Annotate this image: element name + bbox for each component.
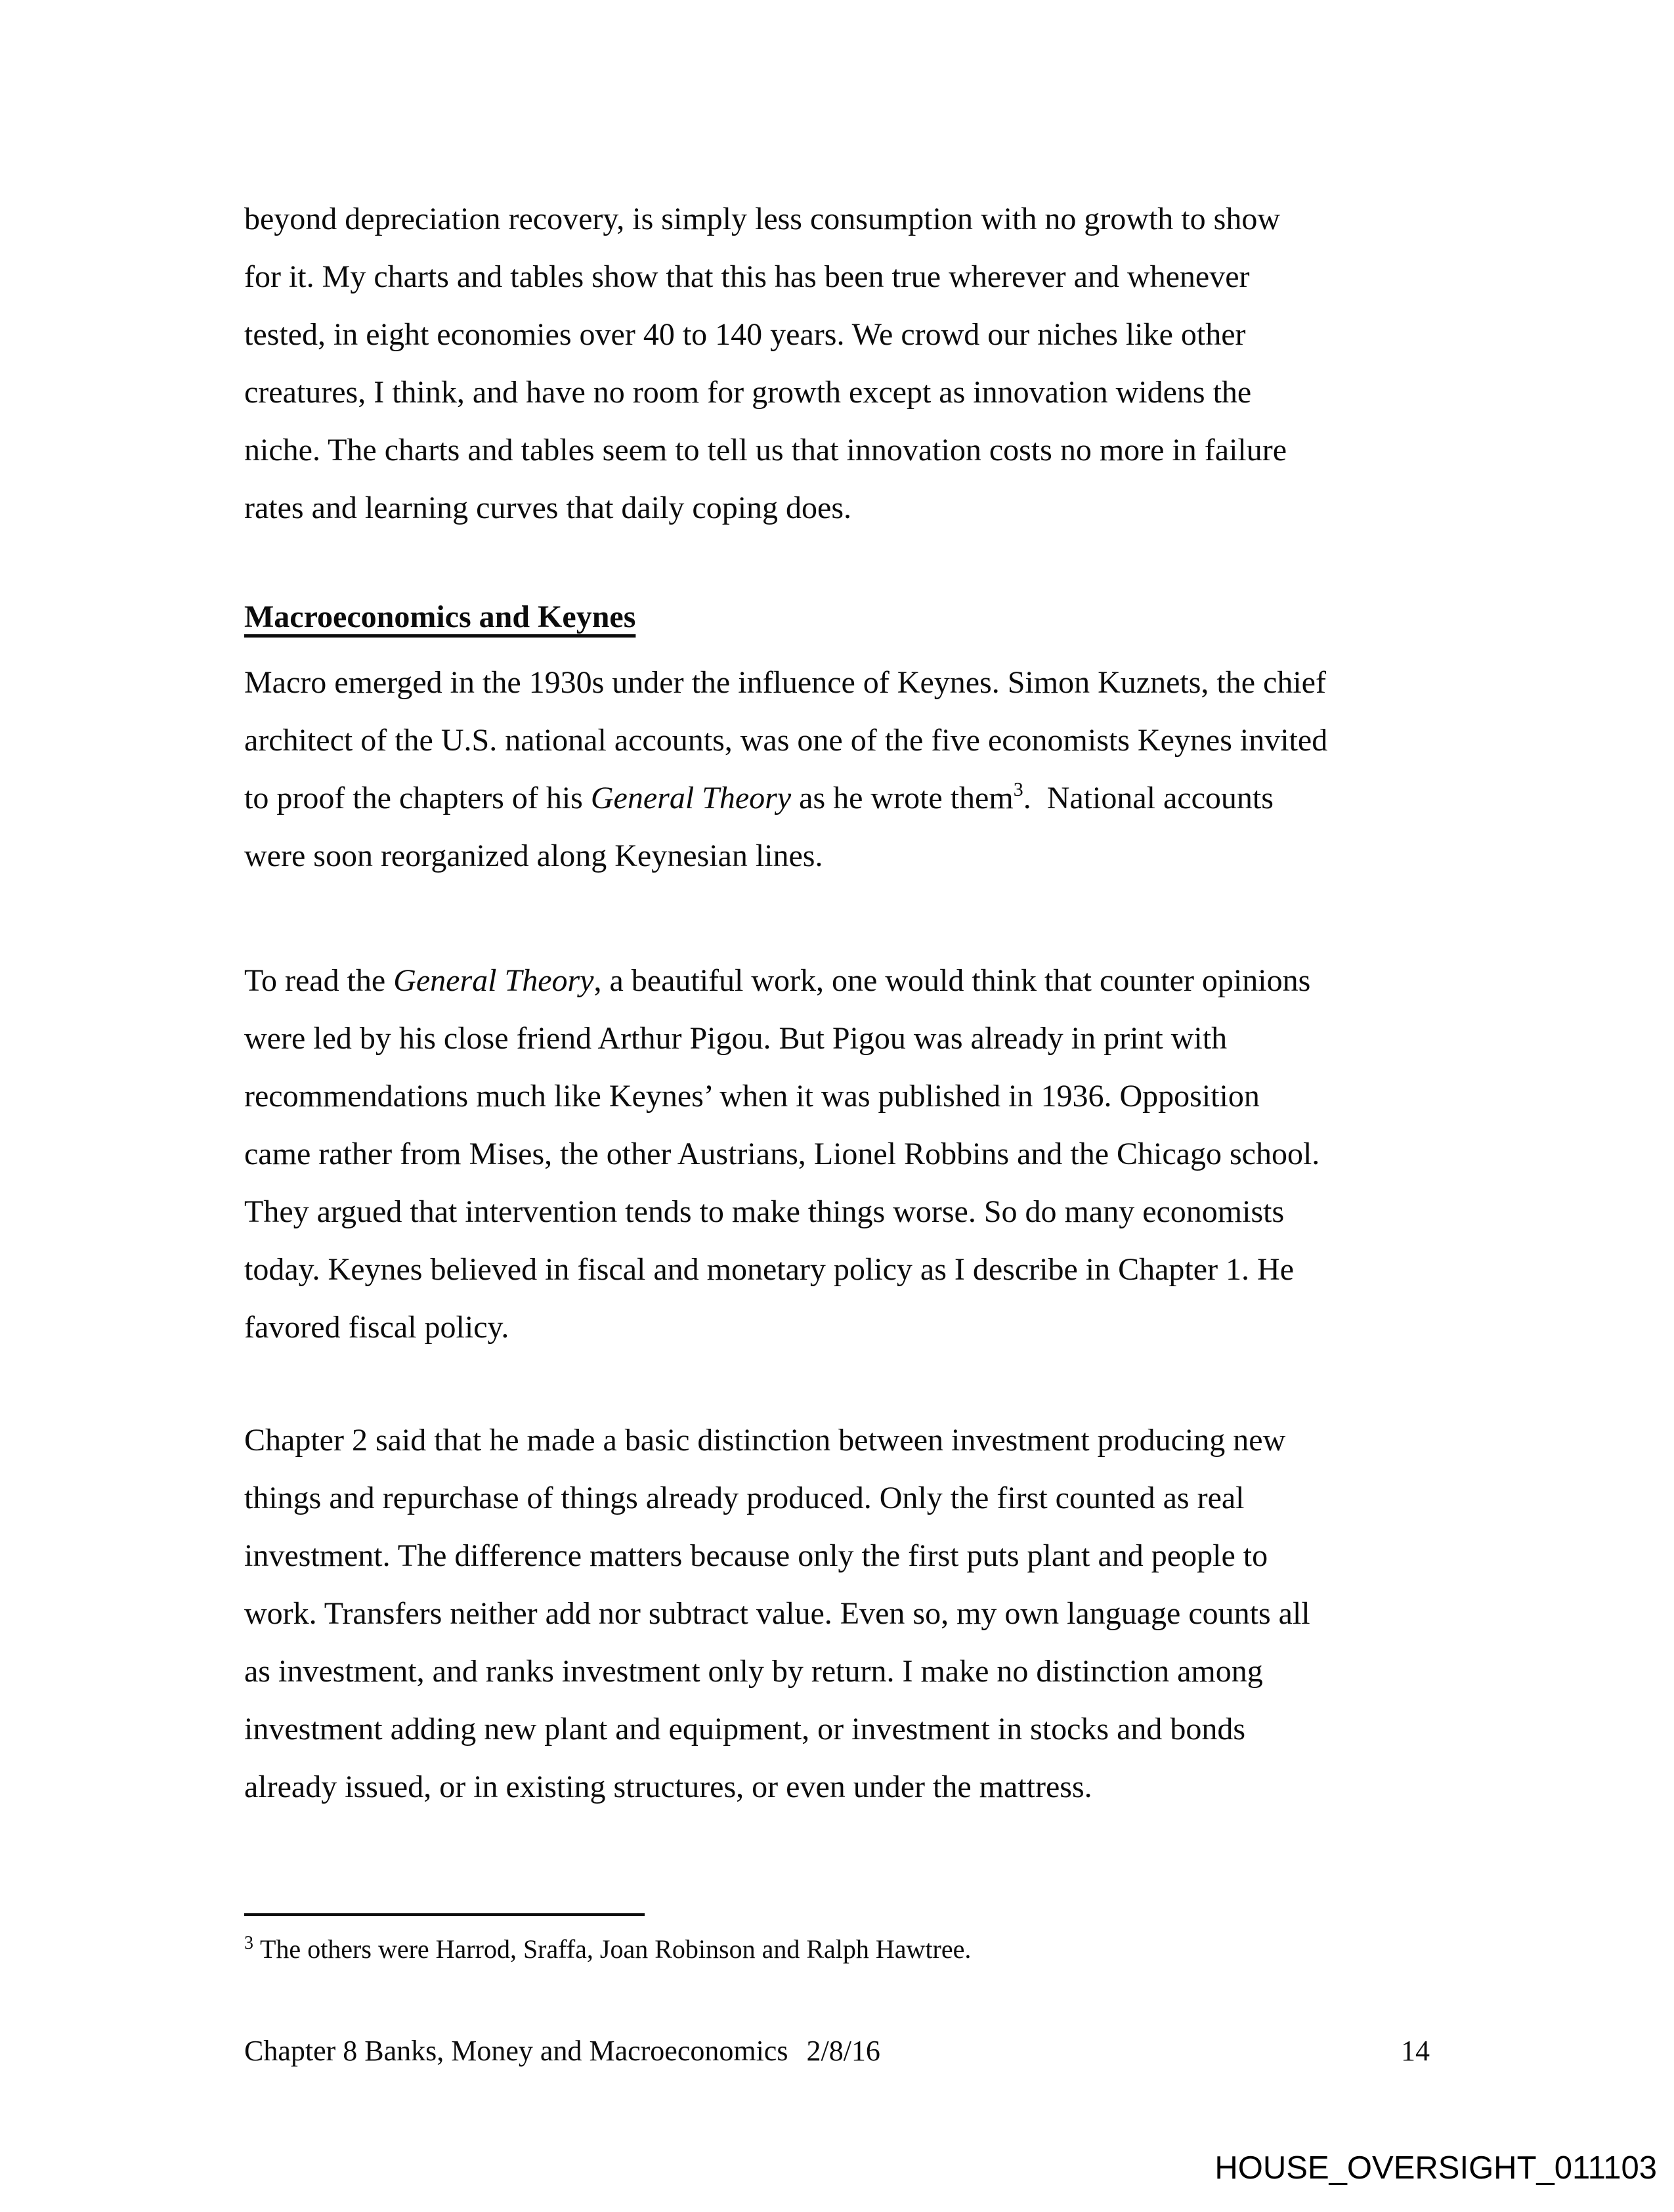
- body-paragraph-4: Chapter 2 said that he made a basic distinction between investment producing new things and repurchase of things already produced. Only the first counted as real investment. The difference matters because only the first puts plant and people to work. Transfers neither add nor subtract value. Even so, my own language counts all as investment, and ranks investment only by return. I make no distinction among investment adding new plant and equipment, or investment in stocks and bonds already issued, or in existing structures, or even under the mattress.: [244, 1423, 1310, 1804]
- page-number: 14: [1401, 2035, 1430, 2067]
- footer-left: [244, 2033, 880, 2070]
- body-paragraph-3: To read the General Theory, a beautiful work, one would think that counter opinions were led by his close friend Arthur Pigou. But Pigou was already in print with recommendations much like Keynes’ when it was published in 1936. Opposition came rather from Mises, the other Austrians, Lionel Robbins and the Chicago school. They argued that intervention tends to make things worse. So do many economists today. Keynes believed in fiscal and monetary policy as I describe in Chapter 1. He favored fiscal policy.: [244, 963, 1320, 1345]
- footnote: [244, 1931, 971, 1968]
- footer-chapter-title: Chapter 8 Banks, Money and Macroeconomics: [244, 2035, 788, 2067]
- footnote-separator: [244, 1913, 645, 1916]
- footnote-marker: 3: [244, 1933, 253, 1953]
- page-footer: [244, 2033, 1430, 2070]
- footer-date: 2/8/16: [806, 2035, 880, 2067]
- body-paragraph-1: beyond depreciation recovery, is simply less consumption with no growth to show for it. My charts and tables show that this has been true wherever and whenever tested, in eight economies over 40 to 140 years. We crowd our niches like other creatures, I think, and have no room for growth except as innovation widens the niche. The charts and tables seem to tell us that innovation costs no more in failure rates and learning curves that daily coping does.: [244, 202, 1287, 525]
- bates-stamp: HOUSE_OVERSIGHT_011103: [1214, 2150, 1657, 2186]
- body-paragraph-2: Macro emerged in the 1930s under the influence of Keynes. Simon Kuznets, the chief architect of the U.S. national accounts, was one of the five economists Keynes invited to proof the chapters of his General Theory as he wrote them$^3$. National accounts were soon reorganized along Keynesian lines.: [244, 665, 1328, 873]
- section-heading: Macroeconomics and Keynes: [244, 599, 636, 634]
- footnote-text: The others were Harrod, Sraffa, Joan Robinson and Ralph Hawtree.: [260, 1934, 972, 1964]
